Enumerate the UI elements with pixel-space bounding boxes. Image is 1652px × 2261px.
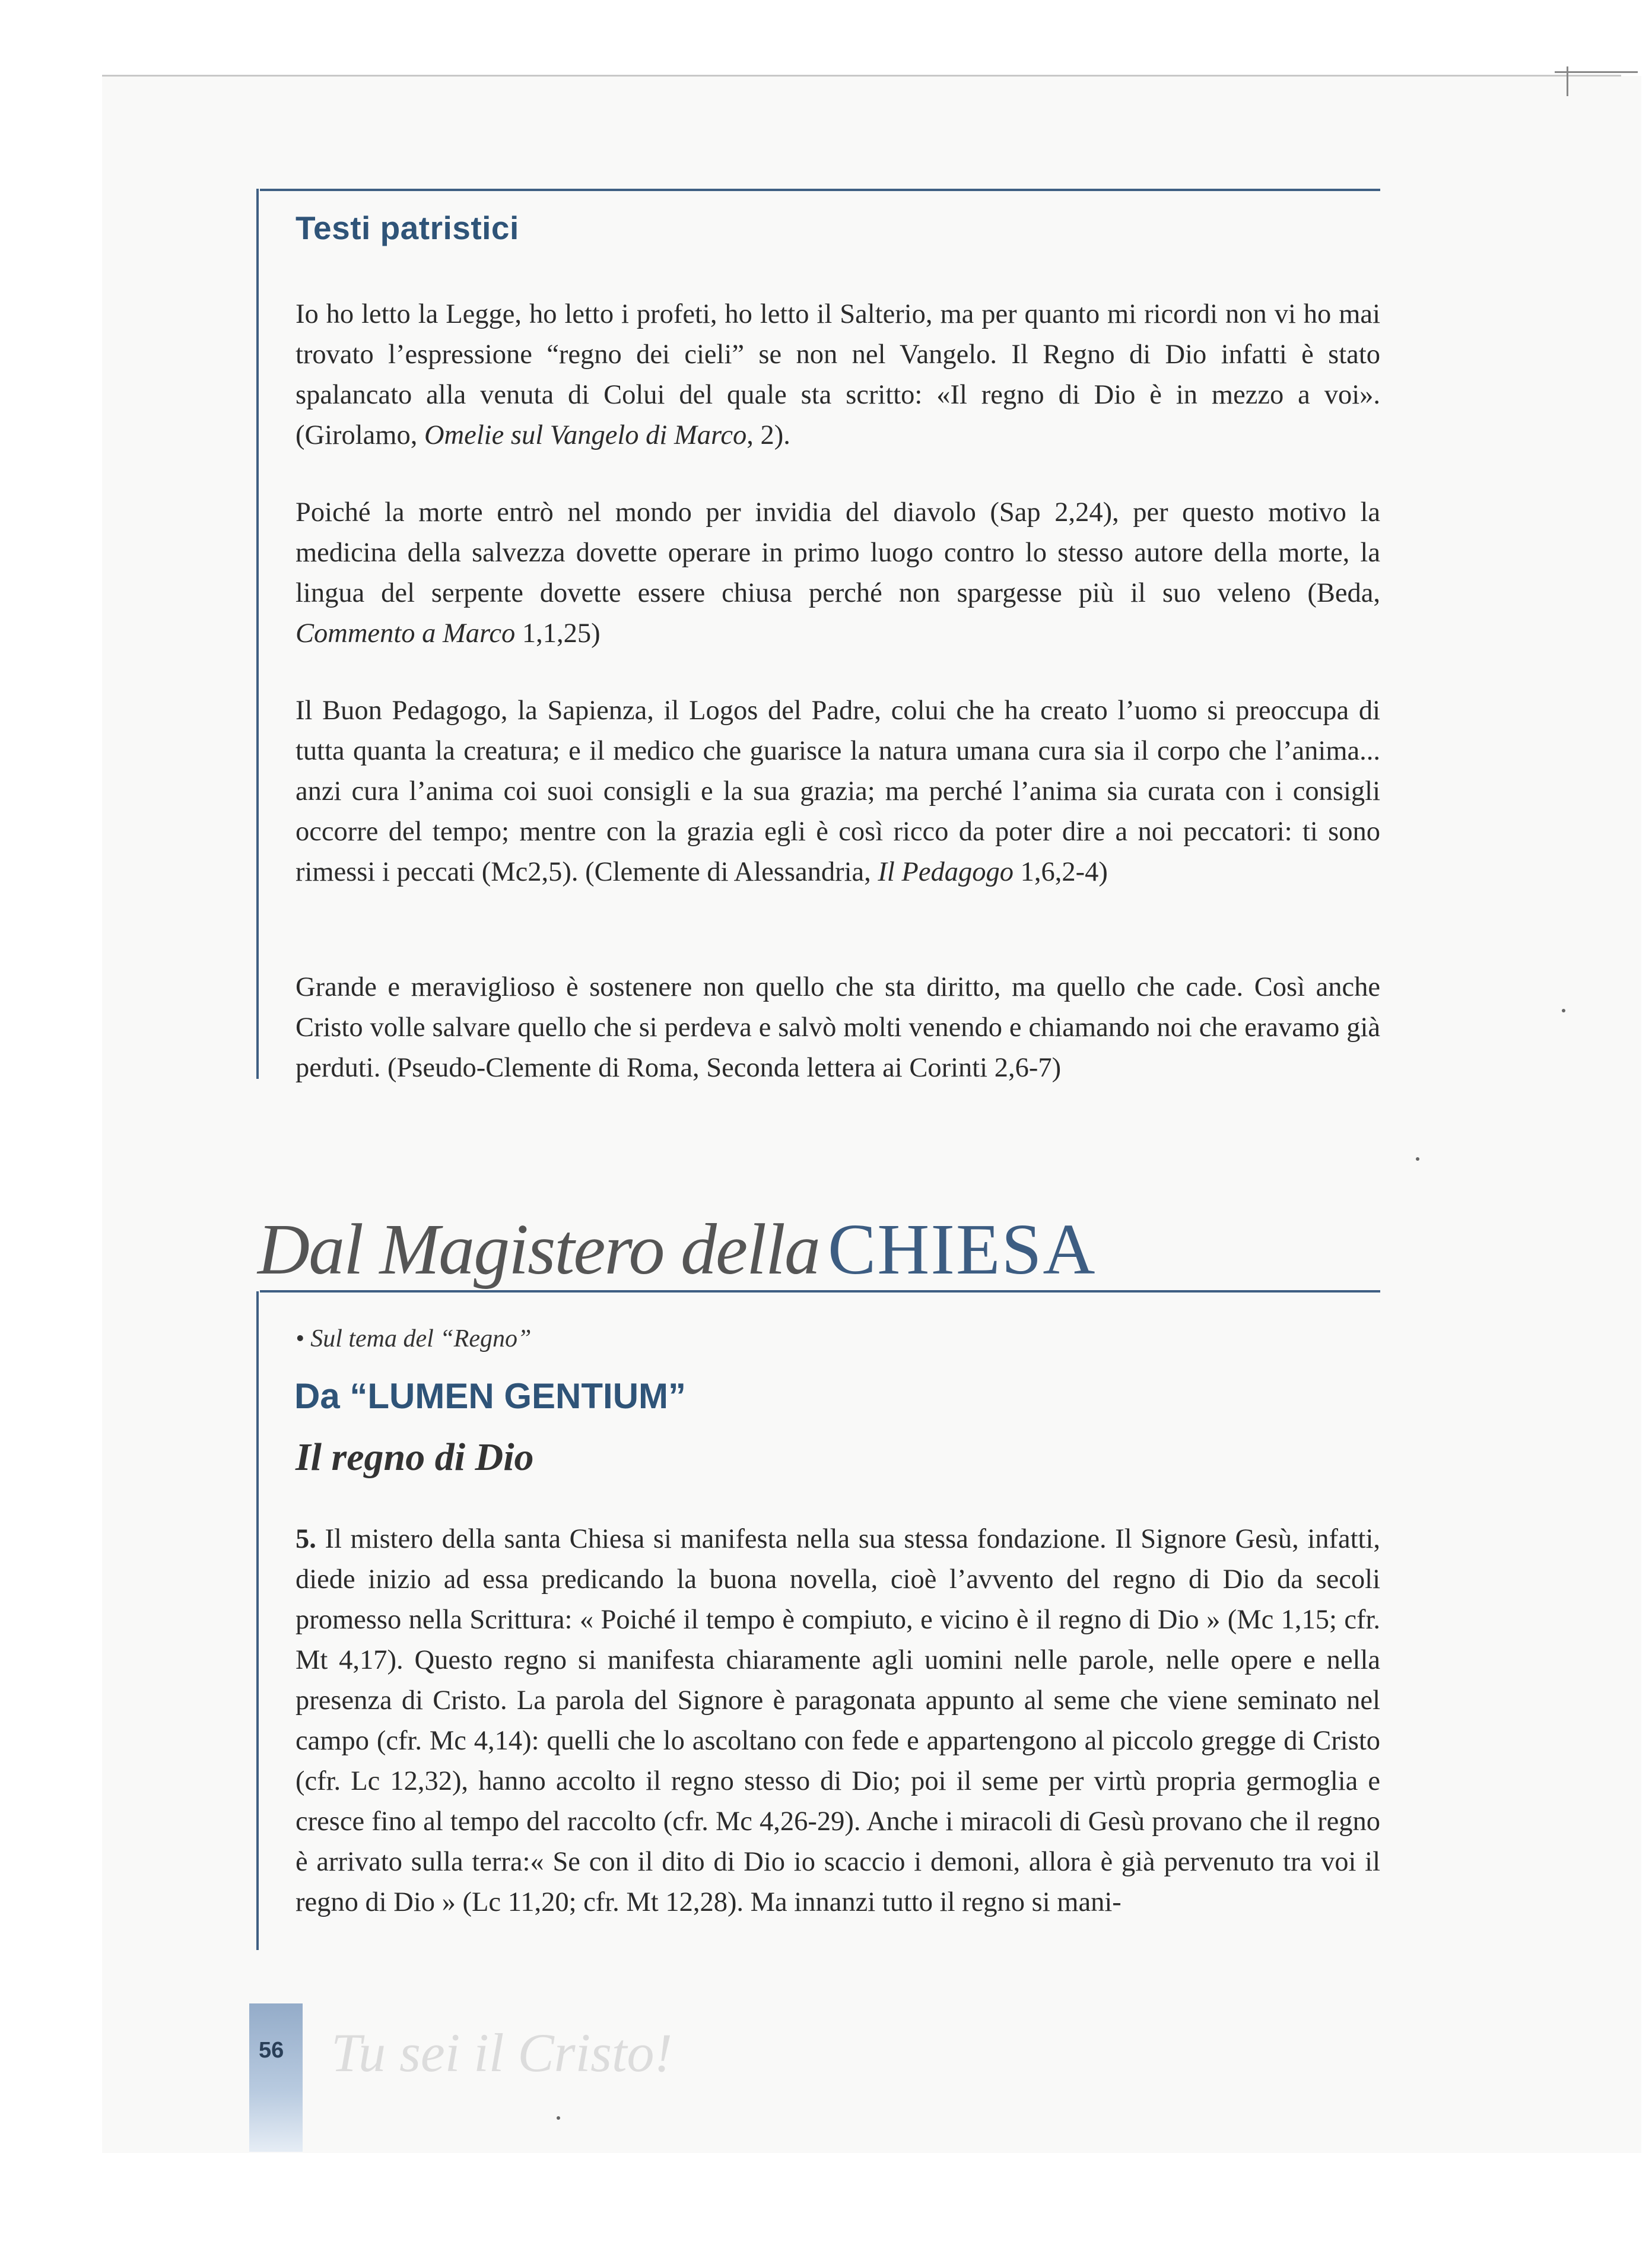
scan-top-edge (102, 75, 1621, 77)
patristic-heading: Testi patristici (296, 209, 519, 246)
scan-speck (1562, 1009, 1565, 1012)
scan-speck (557, 2116, 560, 2120)
running-footer-title: Tu sei il Cristo! (331, 2022, 673, 2083)
paragraph-text: Io ho letto la Legge, ho letto i profeti, ho letto il Salterio, ma per quanto mi ricordi non vi ho mai trovato l’espressione “regno dei cieli” se non nel Vangelo. Il Regno di Dio infatti è stato spalancato alla venuta di Colui del quale sta scritto: «Il regno di Dio è in mezzo a voi». (Girolamo, (296, 299, 1380, 450)
patristic-paragraph-clemente (296, 691, 1380, 893)
citation-tail: , 2). (746, 420, 790, 450)
citation-title: Il Pedagogo (878, 857, 1014, 887)
lumen-gentium-paragraph (296, 1519, 1380, 1923)
magistero-title (258, 1208, 1097, 1291)
patristic-box-left-rule (256, 189, 259, 1079)
scan-speck (1416, 1157, 1419, 1161)
paragraph-text: Il mistero della santa Chiesa si manifesta nella sua stessa fondazione. Il Signore Gesù, infatti, diede inizio ad essa predicando la buona novella, cioè l’avvento del regno di Dio da secoli promesso nella Scrittura: « Poiché il tempo è compiuto, e vicino è il regno di Dio » (Mc 1,15; cfr. Mt 4,17). Questo regno si manifesta chiaramente agli uomini nelle parole, nelle opere e nella presenza di Cristo. La parola del Signore è paragonata appunto al seme che viene seminato nel campo (cfr. Mc 4,14): quelli che lo ascoltano con fede e appartengono al piccolo gregge di Cristo (cfr. Lc 12,32), hanno accolto il regno stesso di Dio; poi il seme per virtù propria germoglia e cresce fino al tempo del raccolto (cfr. Mc 4,26-29). Anche i miracoli di Gesù provano che il regno è arrivato sulla terra:« Se con il dito di Dio io scaccio i demoni, allora è già pervenuto tra voi il regno di Dio » (Lc 11,20; cfr. Mt 12,28). Ma innanzi tutto il regno si mani- (296, 1524, 1380, 1917)
magistero-rule (260, 1290, 1380, 1293)
citation-title: Omelie sul Vangelo di Marco (424, 420, 747, 450)
page-number: 56 (259, 2038, 284, 2063)
paragraph-number: 5. (296, 1524, 316, 1554)
paragraph-text: Il Buon Pedagogo, la Sapienza, il Logos del Padre, colui che ha creato l’uomo si preoccupa di tutta quanta la creatura; e il medico che guarisce la natura umana cura sia il corpo che l’anima... anzi cura l’anima coi suoi consigli e la sua grazia; ma perché l’anima sia curata con i consigli occorre del tempo; mentre con la grazia egli è così ricco da poter dire a noi peccatori: ti sono rimessi i peccati (Mc2,5). (Clemente di Alessandria, (296, 696, 1380, 887)
crop-mark-tick (1567, 66, 1568, 96)
patristic-paragraph-pseudo-clemente: Grande e meraviglioso è sostenere non quello che sta diritto, ma quello che cade. Così anche Cristo volle salvare quello che si perdeva e salvò molti venendo e chiamando noi che eravamo già perduti. (Pseudo-Clemente di Roma, Seconda lettera ai Corinti 2,6-7) (296, 972, 1380, 1083)
patristic-box-top-rule (260, 189, 1380, 191)
citation-title: Commento a Marco (296, 618, 516, 649)
patristic-paragraph-beda (296, 493, 1380, 654)
page-number-tab (249, 2003, 303, 2152)
citation-tail: 1,6,2-4) (1013, 857, 1108, 887)
topic-bullet: • Sul tema del “Regno” (296, 1325, 532, 1352)
paragraph-text: Poiché la morte entrò nel mondo per invidia del diavolo (Sap 2,24), per questo motivo la medicina della salvezza dovette operare in primo luogo contro lo stesso autore della morte, la lingua del serpente dovette essere chiusa perché non spargesse più il suo veleno (Beda, (296, 497, 1380, 608)
magistero-title-caps: CHIESA (827, 1209, 1097, 1290)
magistero-title-italic: Dal Magistero della (258, 1209, 819, 1290)
magistero-left-rule (256, 1291, 259, 1950)
section-subheading: Il regno di Dio (296, 1436, 534, 1479)
source-heading: Da “LUMEN GENTIUM” (294, 1376, 686, 1416)
citation-tail: 1,1,25) (515, 618, 601, 649)
patristic-paragraph-girolamo (296, 294, 1380, 456)
